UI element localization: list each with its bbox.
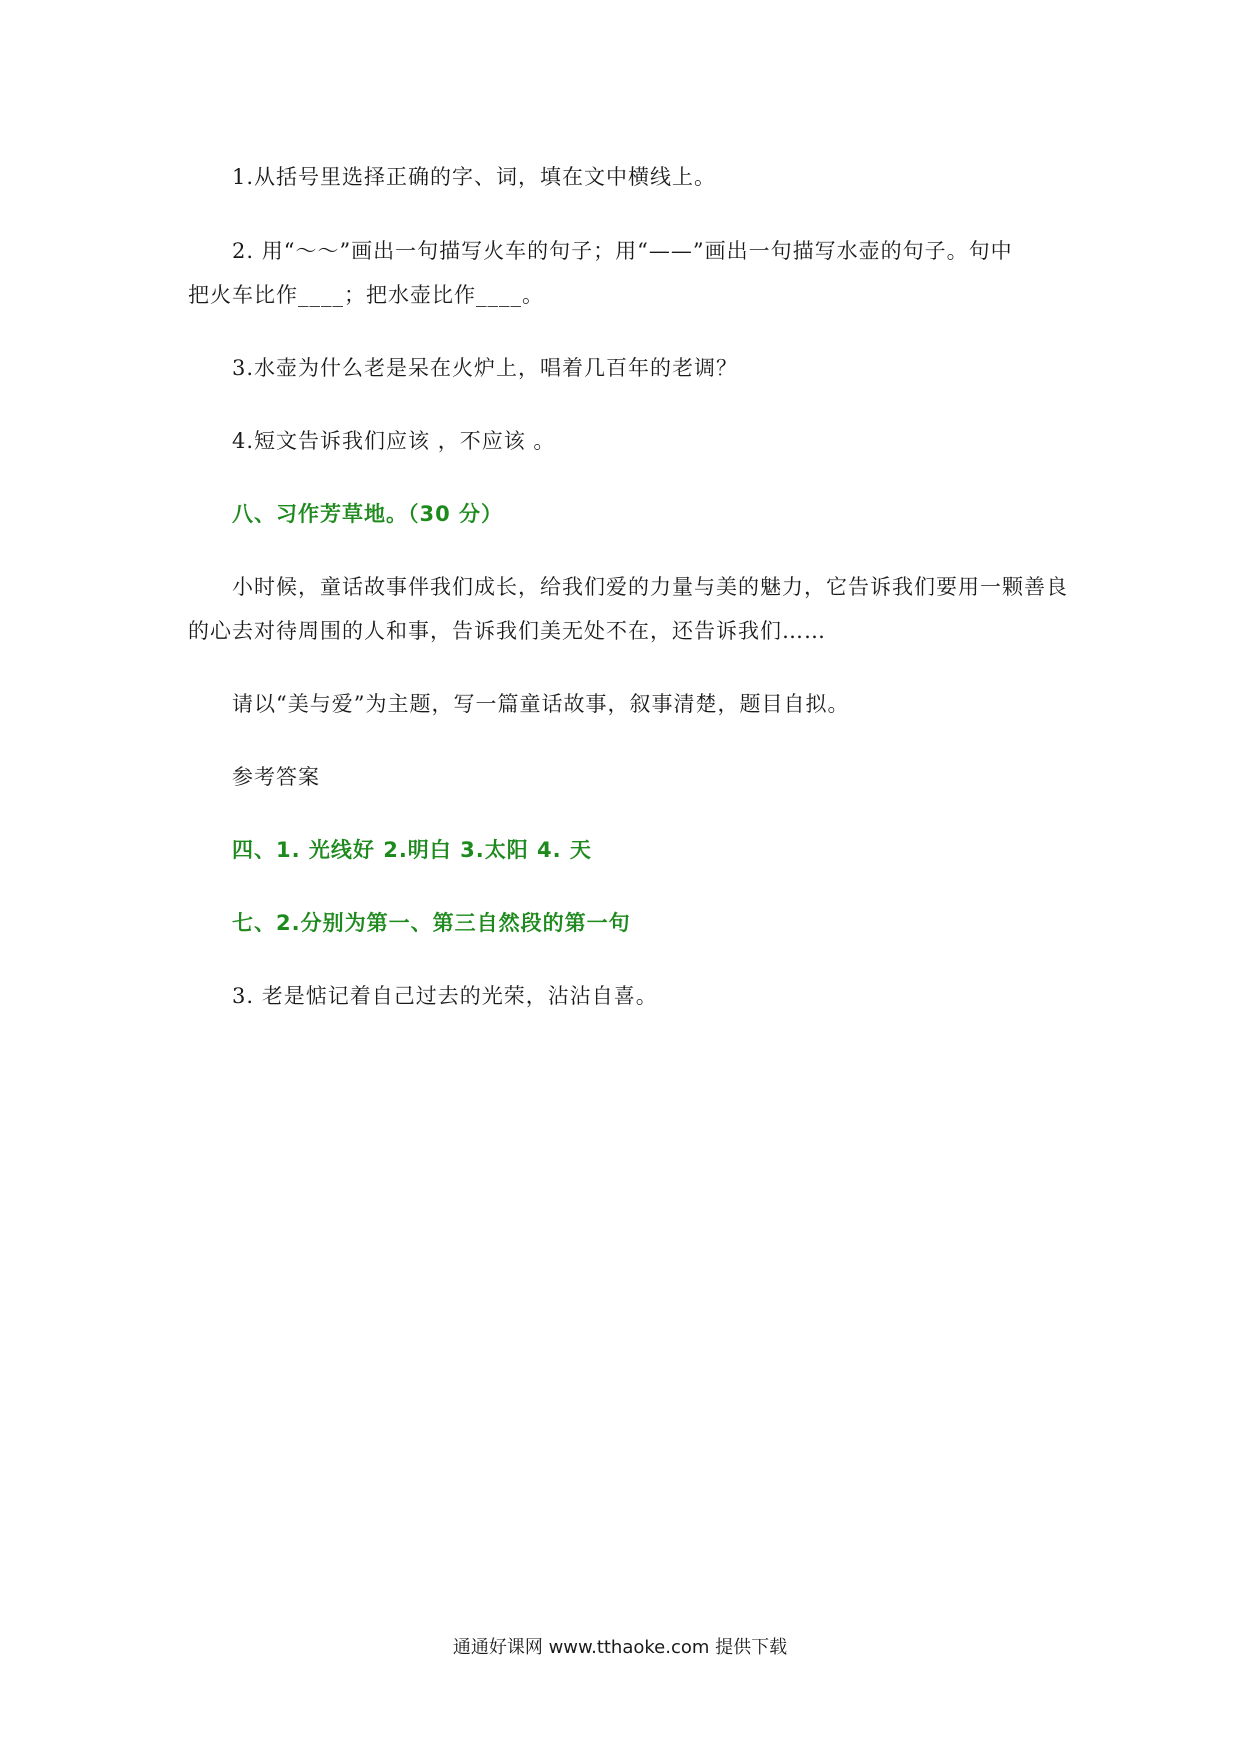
question-4: 4.短文告诉我们应该 ，不应该 。 bbox=[232, 429, 556, 453]
answer-item-3: 3. 老是惦记着自己过去的光荣，沾沾自喜。 bbox=[232, 984, 658, 1008]
question-2-line-1: 2. 用“～～”画出一句描写火车的句子；用“——”画出一句描写水壶的句子。句中 bbox=[232, 239, 1013, 263]
answer-section-seven: 七、2.分别为第一、第三自然段的第一句 bbox=[232, 911, 631, 935]
answer-section-four: 四、1. 光线好 2.明白 3.太阳 4. 天 bbox=[232, 838, 592, 862]
page-footer: 通通好课网 www.tthaoke.com 提供下载 bbox=[452, 1637, 788, 1658]
section-eight-paragraph-1-line-1: 小时候，童话故事伴我们成长，给我们爱的力量与美的魅力，它告诉我们要用一颗善良 bbox=[232, 575, 1068, 599]
section-eight-heading: 八、习作芳草地。（30 分） bbox=[232, 502, 504, 526]
answers-heading: 参考答案 bbox=[232, 765, 320, 789]
section-eight-paragraph-1-line-2: 的心去对待周围的人和事，告诉我们美无处不在，还告诉我们…… bbox=[188, 619, 826, 643]
question-3: 3.水壶为什么老是呆在火炉上，唱着几百年的老调？ bbox=[232, 356, 739, 380]
question-2-line-2: 把火车比作____；把水壶比作____。 bbox=[188, 283, 544, 307]
question-1: 1.从括号里选择正确的字、词，填在文中横线上。 bbox=[232, 165, 717, 189]
section-eight-paragraph-2: 请以“美与爱”为主题，写一篇童话故事，叙事清楚，题目自拟。 bbox=[232, 692, 850, 716]
